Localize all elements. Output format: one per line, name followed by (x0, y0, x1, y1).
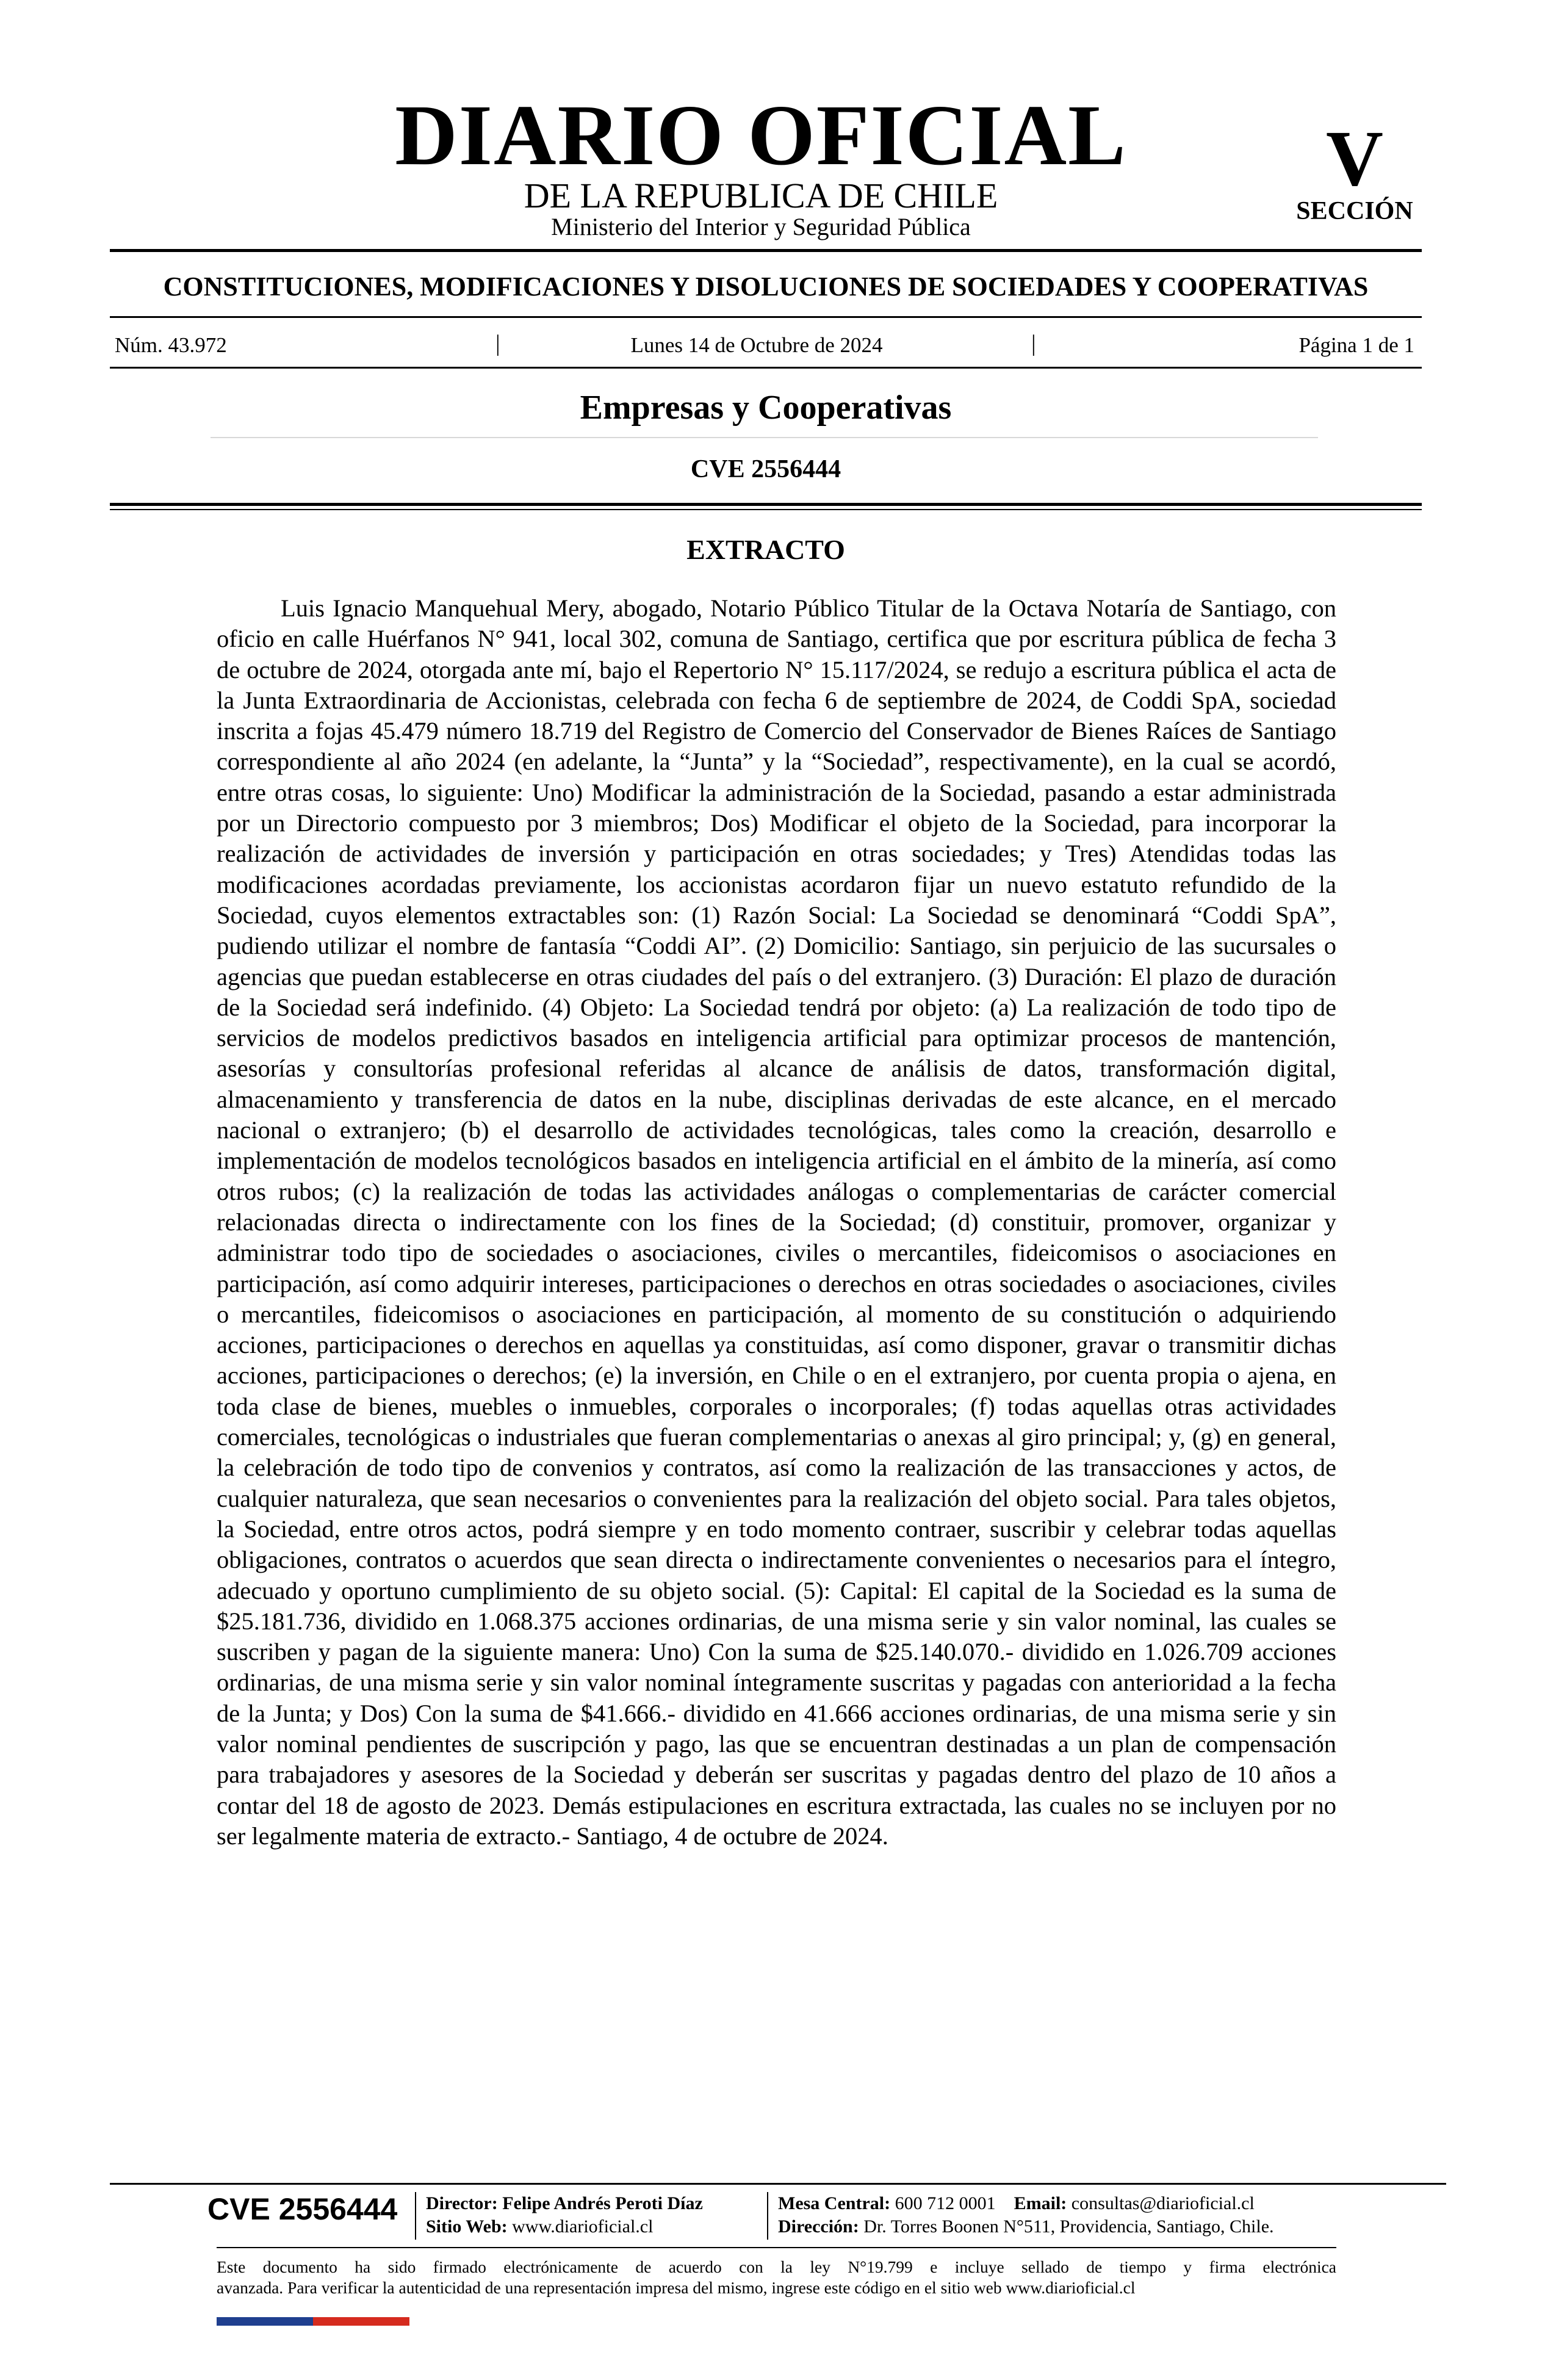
footer-disclaimer (217, 2257, 1336, 2298)
address-label: Dirección: (778, 2216, 859, 2237)
disclaimer-line: Este documento ha sido firmado electrónicamente de acuerdo con la ley N°19.799 e incluye sellado de tiempo y firma electrónica (217, 2257, 1336, 2276)
footer-separator (415, 2192, 416, 2240)
heavy-rule (110, 503, 1422, 506)
meta-separator: | (495, 331, 500, 356)
site-link[interactable]: www.diarioficial.cl (512, 2216, 654, 2237)
newspaper-subtitle: DE LA REPUBLICA DE CHILE (524, 176, 998, 215)
email-link[interactable]: consultas@diarioficial.cl (1071, 2193, 1255, 2213)
banner-rule (110, 316, 1422, 318)
phone-number: 600 712 0001 (895, 2193, 996, 2213)
address-text: Dr. Torres Boonen N°511, Providencia, Santiago, Chile. (863, 2216, 1274, 2237)
flag-strip-red (313, 2317, 409, 2326)
section-label: SECCIÓN (1296, 197, 1413, 225)
phone-label: Mesa Central: (778, 2193, 891, 2213)
newspaper-title: DIARIO OFICIAL (395, 87, 1127, 183)
disclaimer-line: avanzada. Para verificar la autenticidad de una representación impresa del mismo, ingrese este código en el sitio web www.diarioficial.cl (217, 2278, 1136, 2297)
flag-strip-blue (217, 2317, 313, 2326)
footer-cve-code: CVE 2556444 (207, 2192, 398, 2226)
section-title: Empresas y Cooperativas (580, 389, 952, 427)
issue-date: Lunes 14 de Octubre de 2024 (630, 333, 883, 357)
document-heading: EXTRACTO (686, 534, 845, 565)
director-name: Felipe Andrés Peroti Díaz (502, 2193, 703, 2213)
page-number: Página 1 de 1 (1298, 333, 1414, 357)
issue-number: Núm. 43.972 (115, 333, 227, 357)
ministry-line: Ministerio del Interior y Seguridad Pública (551, 213, 971, 240)
meta-separator: | (1031, 331, 1036, 356)
footer-inner-rule (217, 2247, 1336, 2248)
meta-rule (110, 367, 1422, 369)
footer-director-block (426, 2192, 703, 2238)
footer-rule (110, 2183, 1446, 2185)
masthead-rule (110, 249, 1422, 252)
section-number: V (1326, 115, 1383, 203)
email-label: Email: (1014, 2193, 1067, 2213)
site-label: Sitio Web: (426, 2216, 508, 2237)
heavy-rule-thin (110, 509, 1422, 510)
director-label: Director: (426, 2193, 498, 2213)
section-divider (211, 437, 1318, 438)
cve-code: CVE 2556444 (690, 455, 841, 483)
section-banner: CONSTITUCIONES, MODIFICACIONES Y DISOLUCIONES DE SOCIEDADES Y COOPERATIVAS (163, 272, 1369, 301)
extract-body: Luis Ignacio Manquehual Mery, abogado, Notario Público Titular de la Octava Notaría de Santiago, con oficio en calle Huérfanos N° 941, local 302, comuna de Santiago, certifica que por escritura pública de fecha 3 de octubre de 2024, otorgada ante mí, bajo el Repertorio N° 15.117/2024, se redujo a escritura pública el acta de la Junta Extraordinaria de Accionistas, celebrada con fecha 6 de septiembre de 2024, de Coddi SpA, sociedad inscrita a fojas 45.479 número 18.719 del Registro de Comercio del Conservador de Bienes Raíces de Santiago correspondiente al año 2024 (en adelante, la “Junta” y la “Sociedad”, respectivamente), en la cual se acordó, entre otras cosas, lo siguiente: Uno) Modificar la administración de la Sociedad, pasando a estar administrada por un Directorio compuesto por 3 miembros; Dos) Modificar el objeto de la Sociedad, para incorporar la realización de actividades de inversión y participación en otras sociedades; y Tres) Atendidas todas las modificaciones acordadas previamente, los accionistas acordaron fijar un nuevo estatuto refundido de la Sociedad, cuyos elementos extractables son: (1) Razón Social: La Sociedad se denominará “Coddi SpA”, pudiendo utilizar el nombre de fantasía “Coddi AI”. (2) Domicilio: Santiago, sin perjuicio de las sucursales o agencias que puedan establecerse en otras ciudades del país o del extranjero. (3) Duración: El plazo de duración de la Sociedad será indefinido. (4) Objeto: La Sociedad tendrá por objeto: (a) La realización de todo tipo de servicios de modelos predictivos basados en inteligencia artificial para optimizar procesos de mantención, asesorías y consultorías profesional referidas al alcance de análisis de datos, transformación digital, almacenamiento y transferencia de datos en la nube, disciplinas derivadas de este alcance, en el mercado nacional o extranjero; (b) el desarrollo de actividades tecnológicas, tales como la creación, desarrollo e implementación de modelos tecnológicos basados en inteligencia artificial en el ámbito de la minería, así como otros rubos; (c) la realización de todas las actividades análogas o complementarias de carácter comercial relacionadas directa o indirectamente con los fines de la Sociedad; (d) constituir, promover, organizar y administrar todo tipo de sociedades o asociaciones, civiles o mercantiles, fideicomisos o asociaciones en participación, así como adquirir intereses, participaciones o derechos en otras sociedades o asociaciones, civiles o mercantiles, fideicomisos o asociaciones en participación, al momento de su constitución o adquiriendo acciones, participaciones o derechos en aquellas ya constituidas, así como disponer, gravar o transmitir dichas acciones, participaciones o derechos; (e) la inversión, en Chile o en el extranjero, por cuenta propia o ajena, en toda clase de bienes, muebles o inmuebles, corporales o incorporales; (f) todas aquellas otras actividades comerciales, tecnológicas o industriales que fueran complementarias o anexas al giro principal; y, (g) en general, la celebración de todo tipo de convenios y contratos, así como la realización de las transacciones y actos, de cualquier naturaleza, que sean necesarios o convenientes para la realización del objeto social. Para tales objetos, la Sociedad, entre otros actos, podrá siempre y en todo momento contraer, suscribir y celebrar todas aquellas obligaciones, contratos o acuerdos que sean directa o indirectamente convenientes o necesarios para el íntegro, adecuado y oportuno cumplimiento de su objeto social. (5): Capital: El capital de la Sociedad es la suma de $25.181.736, dividido en 1.068.375 acciones ordinarias, de una misma serie y sin valor nominal, las cuales se suscriben y pagan de la siguiente manera: Uno) Con la suma de $25.140.070.- dividido en 1.026.709 acciones ordinarias, de una misma serie y sin valor nominal íntegramente suscritas y pagadas con anterioridad a la fecha de la Junta; y Dos) Con la suma de $41.666.- dividido en 41.666 acciones ordinarias, de una misma serie y sin valor nominal pendientes de suscripción y pago, las que se encuentran destinadas a un plan de compensación para trabajadores y asesores de la Sociedad y deberán ser suscritas y pagadas dentro del plazo de 10 años a contar del 18 de agosto de 2023. Demás estipulaciones en escritura extractada, las cuales no se incluyen por no ser legalmente materia de extracto.- Santiago, 4 de octubre de 2024. (217, 594, 1336, 1850)
footer-separator (767, 2192, 768, 2240)
footer-contact-block (778, 2192, 1274, 2238)
